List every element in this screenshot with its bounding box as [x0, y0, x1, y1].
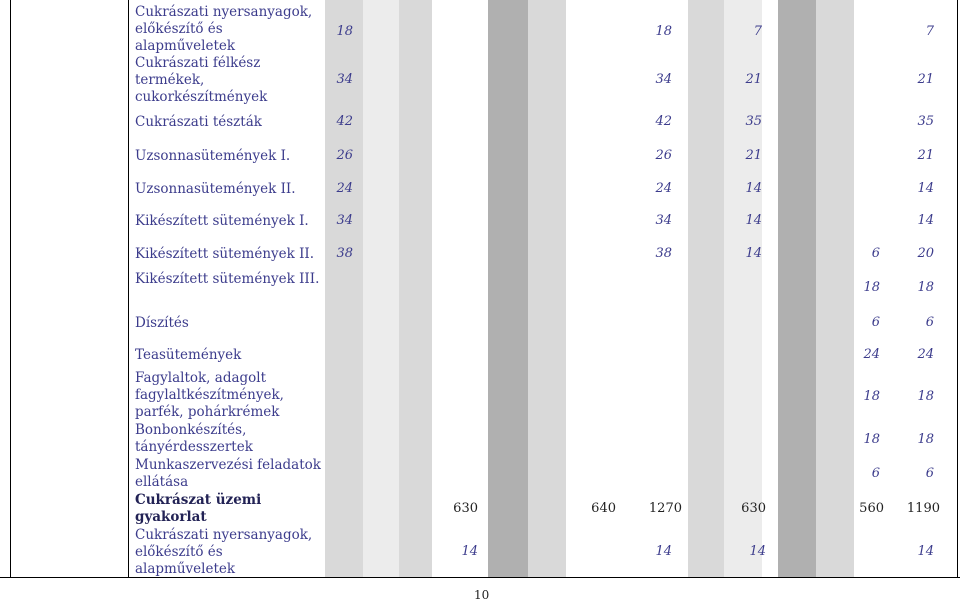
row-label: Cukrászati félkész termékek, cukorkészítmények [135, 55, 268, 105]
cell-value: 18 [917, 432, 934, 447]
row-label: Cukrászat üzemi gyakorlat [135, 492, 262, 525]
shaded-column [778, 0, 816, 578]
cell-value: 6 [871, 466, 880, 481]
row-label: Uzsonnasütemények II. [135, 181, 296, 197]
row-label: Fagylaltok, adagolt fagylaltkészítmények, parfék, pohárkrémek [135, 370, 284, 420]
page-number: 10 [474, 588, 490, 602]
cell-value: 630 [741, 501, 766, 516]
cell-value: 640 [591, 501, 616, 516]
cell-value: 24 [655, 181, 672, 196]
shaded-column [528, 0, 566, 578]
cell-value: 7 [753, 24, 762, 39]
cell-value: 34 [336, 72, 353, 87]
cell-value: 7 [925, 24, 934, 39]
cell-value: 6 [871, 246, 880, 261]
cell-value: 42 [336, 114, 353, 129]
cell-value: 21 [917, 72, 934, 87]
cell-value: 38 [336, 246, 353, 261]
table-divider [128, 0, 129, 578]
cell-value: 6 [925, 466, 934, 481]
row-label: Kikészített sütemények III. [135, 271, 320, 287]
cell-value: 14 [917, 213, 934, 228]
shaded-column [399, 0, 432, 578]
cell-value: 21 [917, 148, 934, 163]
cell-value: 21 [745, 148, 762, 163]
row-label: Munkaszervezési feladatok ellátása [135, 457, 321, 490]
cell-value: 34 [336, 213, 353, 228]
cell-value: 21 [745, 72, 762, 87]
row-label: Kikészített sütemények II. [135, 246, 315, 262]
cell-value: 1190 [906, 501, 940, 516]
cell-value: 14 [745, 181, 762, 196]
row-label: Uzsonnasütemények I. [135, 148, 291, 164]
cell-value: 14 [917, 544, 934, 559]
cell-value: 6 [871, 315, 880, 330]
cell-value: 14 [749, 544, 766, 559]
cell-value: 18 [863, 280, 880, 295]
cell-value: 1270 [648, 501, 682, 516]
cell-value: 34 [655, 213, 672, 228]
cell-value: 14 [461, 544, 478, 559]
row-label: Kikészített sütemények I. [135, 213, 309, 229]
cell-value: 18 [863, 389, 880, 404]
cell-value: 24 [336, 181, 353, 196]
cell-value: 18 [917, 389, 934, 404]
cell-value: 34 [655, 72, 672, 87]
cell-value: 18 [655, 24, 672, 39]
cell-value: 6 [925, 315, 934, 330]
table-border-right [957, 0, 958, 578]
cell-value: 26 [336, 148, 353, 163]
cell-value: 26 [655, 148, 672, 163]
row-label: Bonbonkészítés, tányérdesszertek [135, 422, 253, 455]
cell-value: 14 [917, 181, 934, 196]
cell-value: 38 [655, 246, 672, 261]
row-label: Cukrászati tészták [135, 114, 262, 130]
shaded-column [363, 0, 399, 578]
cell-value: 42 [655, 114, 672, 129]
row-label: Teasütemények [135, 347, 242, 363]
row-label: Díszítés [135, 315, 189, 331]
cell-value: 20 [917, 246, 934, 261]
cell-value: 24 [917, 347, 934, 362]
cell-value: 24 [863, 347, 880, 362]
cell-value: 18 [863, 432, 880, 447]
row-label: Cukrászati nyersanyagok, előkészítő és alapműveletek [135, 527, 313, 577]
shaded-column [816, 0, 854, 578]
cell-value: 14 [745, 246, 762, 261]
cell-value: 630 [453, 501, 478, 516]
table-border-left [0, 0, 11, 578]
row-label: Cukrászati nyersanyagok, előkészítő és alapműveletek [135, 4, 313, 54]
cell-value: 14 [745, 213, 762, 228]
cell-value: 560 [859, 501, 884, 516]
cell-value: 14 [655, 544, 672, 559]
cell-value: 35 [745, 114, 762, 129]
cell-value: 35 [917, 114, 934, 129]
cell-value: 18 [917, 280, 934, 295]
cell-value: 18 [336, 24, 353, 39]
shaded-column [488, 0, 528, 578]
shaded-column [688, 0, 724, 578]
